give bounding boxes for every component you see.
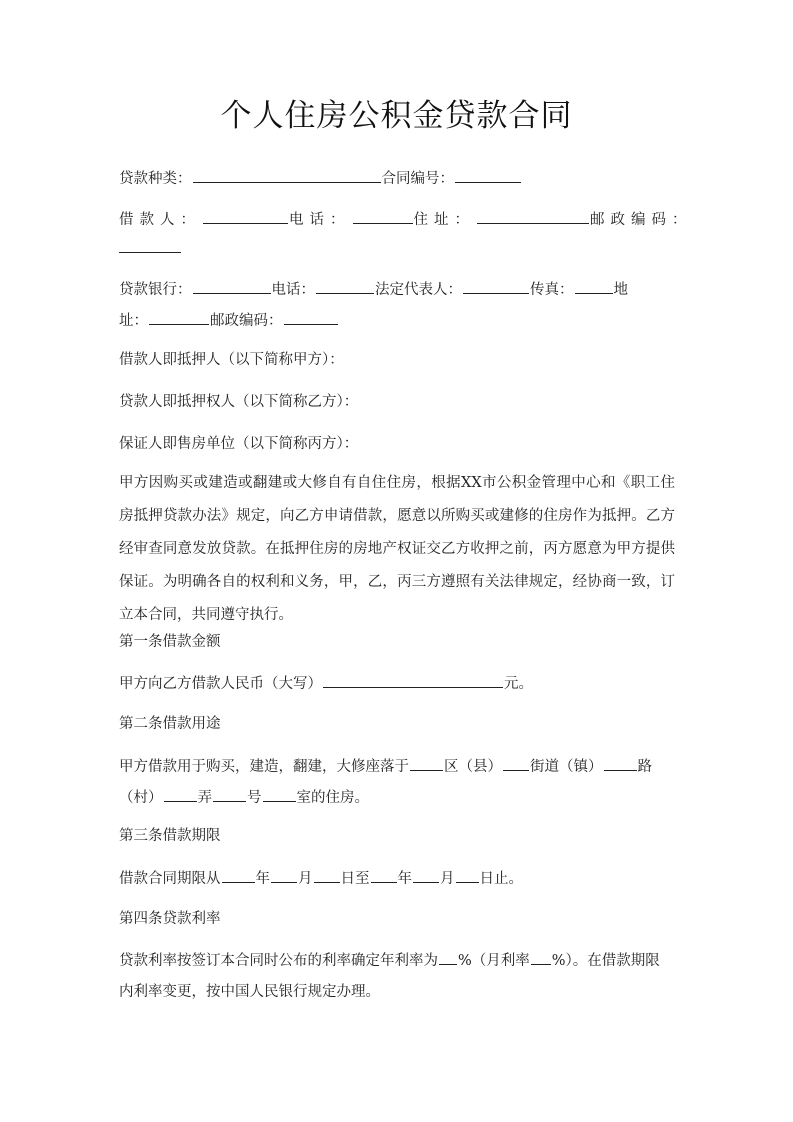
article2-t2: 区（县）: [444, 759, 502, 775]
road-field[interactable]: [604, 756, 637, 771]
party-b-line: 贷款人即抵押权人（以下简称乙方）：: [119, 394, 359, 410]
contract-no-label: 合同编号：: [381, 171, 454, 187]
article1-heading: 第一条借款金额: [119, 634, 221, 650]
article2-heading: 第二条借款用途: [119, 716, 221, 732]
article2-text-line2: [119, 787, 679, 808]
loan-type-field[interactable]: [193, 168, 381, 183]
article2-t4: 路: [637, 759, 652, 775]
contract-no-field[interactable]: [455, 168, 521, 183]
article3-month1: 月: [298, 871, 313, 887]
borrower-phone-field[interactable]: [353, 209, 413, 224]
borrower-postcode-label: 邮政编码：: [590, 212, 693, 228]
article3-month2: 月: [440, 871, 455, 887]
legal-rep-label: 法定代表人：: [375, 282, 462, 298]
article3-year1: 年: [255, 871, 270, 887]
article2-t6: 弄: [197, 790, 212, 806]
number-field[interactable]: [263, 787, 296, 802]
borrower-address-label: 住址：: [413, 212, 475, 228]
article2-t8: 室的住房。: [296, 790, 369, 806]
bank-postcode-label: 邮政编码：: [210, 313, 283, 329]
legal-rep-field[interactable]: [463, 279, 529, 294]
document-title: 个人住房公积金贷款合同: [220, 98, 573, 134]
borrower-postcode-field[interactable]: [119, 238, 181, 253]
party-c-line: 保证人即售房单位（以下简称丙方）：: [119, 436, 359, 452]
village-field[interactable]: [164, 787, 197, 802]
article4-text-line1: [119, 950, 679, 971]
article2-t1: 甲方借款用于购买，建造，翻建，大修座落于: [119, 759, 409, 775]
article4-text-line2: 内利率变更，按中国人民银行规定办理。: [119, 984, 380, 1000]
annual-rate-field[interactable]: [439, 950, 457, 965]
article4-heading: 第四条贷款利率: [119, 911, 221, 927]
street-field[interactable]: [503, 756, 529, 771]
article2-t7: 号: [247, 790, 262, 806]
bank-address-label-part1: 地: [613, 282, 628, 298]
start-year-field[interactable]: [222, 868, 255, 883]
bank-label: 贷款银行：: [119, 282, 192, 298]
article4-t1: 贷款利率按签订本合同时公布的利率确定年利率为: [119, 953, 438, 969]
end-year-field[interactable]: [371, 868, 397, 883]
bank-address-field[interactable]: [149, 310, 209, 325]
borrower-line: [119, 209, 693, 230]
fax-field[interactable]: [575, 279, 613, 294]
article1-text-before: 甲方向乙方借款人民币（大写）: [119, 676, 322, 692]
borrower-label: 借款人：: [119, 212, 201, 228]
bank-line: [119, 279, 679, 300]
article3-heading: 第三条借款期限: [119, 828, 221, 844]
article3-day2: 日止。: [479, 871, 523, 887]
bank-address-line: [119, 310, 679, 331]
article3-day1: 日至: [340, 871, 370, 887]
party-a-line: 借款人即抵押人（以下简称甲方）：: [119, 352, 344, 368]
borrower-address-field[interactable]: [477, 209, 589, 224]
start-day-field[interactable]: [314, 868, 340, 883]
preamble-paragraph: 甲方因购买或建造或翻建或大修自有自住住房，根据XX市公积金管理中心和《职工住房抵押贷款办法》规定，向乙方申请借款，愿意以所购买或建修的住房作为抵押。乙方经审查同意发放贷款。在抵押住房的房地产权证交乙方收押之前，丙方愿意为甲方提供保证。为明确各自的权利和义务，甲，乙，丙三方遵照有关法律规定，经协商一致，订立本合同，共同遵守执行。: [119, 475, 675, 623]
lane-field[interactable]: [213, 787, 246, 802]
end-day-field[interactable]: [456, 868, 479, 883]
loan-amount-field[interactable]: [323, 673, 503, 688]
borrower-phone-label: 电话：: [289, 212, 351, 228]
article2-text-line1: [119, 756, 679, 777]
borrower-postcode-line: [119, 238, 679, 259]
end-month-field[interactable]: [413, 868, 439, 883]
article4-t3: %）。在借款期限: [551, 953, 660, 969]
article3-text: [119, 868, 679, 889]
article3-t1: 借款合同期限从: [119, 871, 221, 887]
bank-phone-field[interactable]: [316, 279, 374, 294]
article1-text-after: 元。: [504, 676, 533, 692]
bank-field[interactable]: [193, 279, 271, 294]
borrower-field[interactable]: [203, 209, 288, 224]
header-fields-line: [119, 168, 679, 189]
loan-type-label: 贷款种类：: [119, 171, 192, 187]
article2-t3: 街道（镇）: [530, 759, 603, 775]
bank-phone-label: 电话：: [271, 282, 315, 298]
district-field[interactable]: [410, 756, 443, 771]
article2-t5: （村）: [119, 790, 163, 806]
article1-text: [119, 673, 679, 694]
article4-t2: %（月利率: [458, 953, 530, 969]
monthly-rate-field[interactable]: [531, 950, 551, 965]
start-month-field[interactable]: [271, 868, 297, 883]
bank-address-label-part2: 址：: [119, 313, 148, 329]
bank-postcode-field[interactable]: [284, 310, 338, 325]
article3-year2: 年: [397, 871, 412, 887]
fax-label: 传真：: [530, 282, 574, 298]
